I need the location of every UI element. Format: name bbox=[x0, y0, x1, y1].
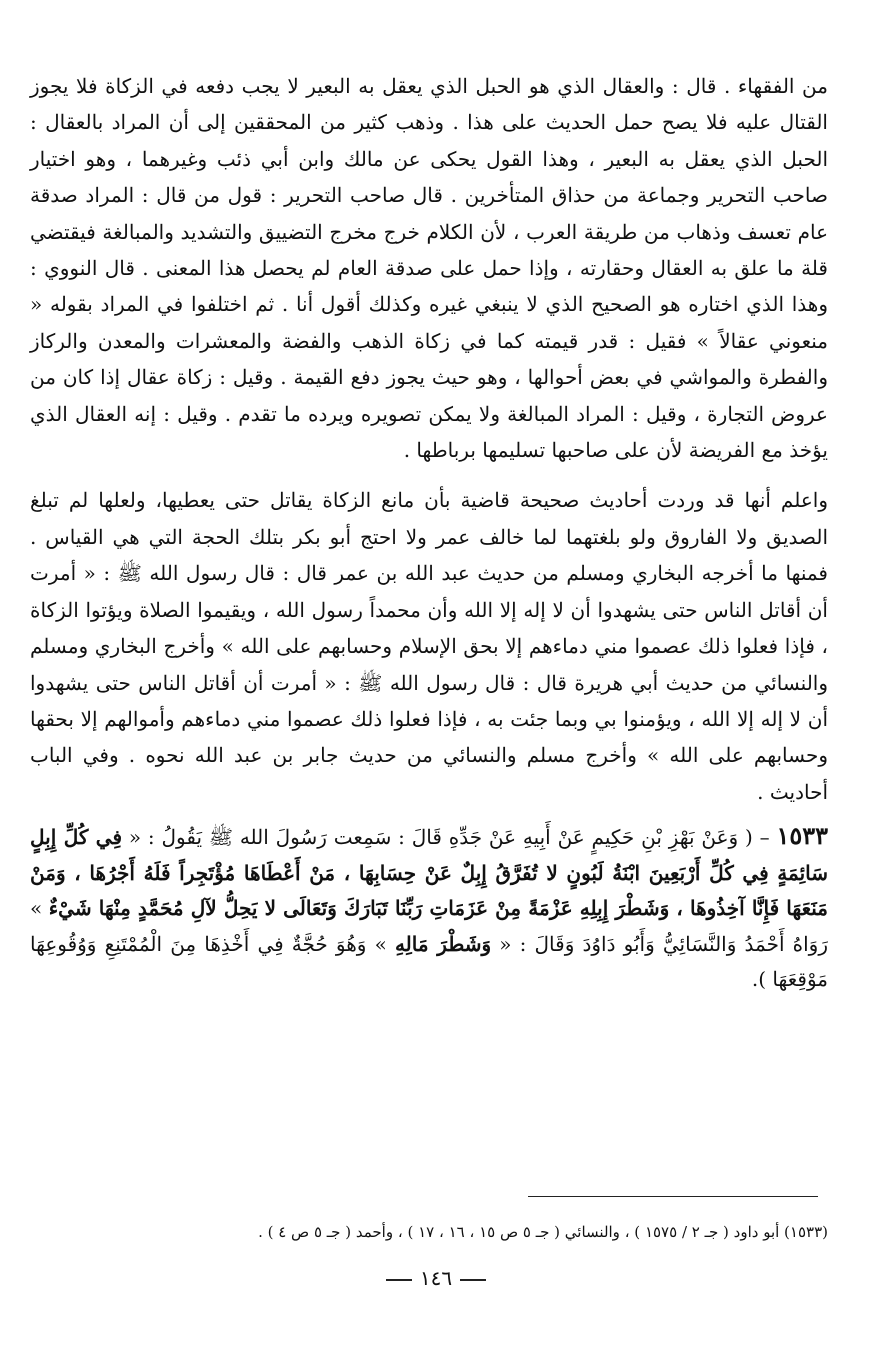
footnote-divider bbox=[528, 1196, 818, 1197]
body-text bbox=[30, 68, 828, 998]
commentary-paragraph-1: من الفقهاء . قال : والعقال الذي هو الحبل الذي يعقل به البعير لا يجب دفعه في الزكاة فلا يجوز القتال عليه فلا يصح حمل الحديث على هذا . وذهب كثير من المحققين إلى أن المراد بالعقال : الحبل الذي يعقل به البعير ، وهذا القول يحكى عن مالك وابن أبي ذئب وغيرهما ، وهو اختيار صاحب التحرير وجماعة من حذاق المتأخرين . قال صاحب التحرير : قول من قال : المراد صدقة عام تعسف وذهاب من طريقة العرب ، لأن الكلام خرج مخرج التضييق والتشديد والمبالغة فيقتضي قلة ما علق به العقال وحقارته ، وإذا حمل على صدقة العام لم يحصل هذا المعنى . قال النووي : وهذا الذي اختاره هو الصحيح الذي لا ينبغي غيره وكذلك أقول أنا . ثم اختلفوا في المراد بقوله « منعوني عقالاً » فقيل : قدر قيمته كما في زكاة الذهب والفضة والمعشرات والمعدن والركاز والفطرة والمواشي في بعض أحوالها ، وهو حيث يجوز دفع القيمة . وقيل : زكاة عقال إذا كان من عروض التجارة ، وقيل : المراد المبالغة ولا يمكن تصويره ويرده ما تقدم . وقيل : إنه العقال الذي يؤخذ مع الفريضة لأن على صاحبها تسليمها برباطها . bbox=[30, 74, 828, 463]
footnote: (١٥٣٣) أبو داود ( جـ ٢ / ١٥٧٥ ) ، والنسائي ( جـ ٥ ص ١٥ ، ١٦ ، ١٧ ) ، وأحمد ( جـ ٥ ص ٤ ) . bbox=[258, 1223, 828, 1241]
hadith-closing: » وَهُوَ حُجَّةٌ فِي أَخْذِهَا مِنَ الْمُمْتَنِعِ وَوُقُوعِهَا مَوْقِعَهَا ). bbox=[30, 931, 828, 992]
commentary-paragraph-2: واعلم أنها قد وردت أحاديث صحيحة قاضية بأن مانع الزكاة يقاتل حتى يعطيها، ولعلها لم تبلغ الصديق ولا الفاروق ولو بلغتهما لما خالف عمر ولا احتج أبو بكر بتلك الحجة التي هي القياس . فمنها ما أخرجه البخاري ومسلم من حديث عبد الله بن عمر قال : قال رسول الله ﷺ : « أمرت أن أقاتل الناس حتى يشهدوا أن لا إله إلا الله وأن محمداً رسول الله ، ويقيموا الصلاة ويؤتوا الزكاة ، فإذا فعلوا ذلك عصموا مني دماءهم إلا بحق الإسلام وحسابهم على الله » وأخرج البخاري ومسلم والنسائي من حديث أبي هريرة قال : قال رسول الله ﷺ : « أمرت أن أقاتل الناس حتى يشهدوا أن لا إله إلا الله ، ويؤمنوا بي وبما جئت به ، فإذا فعلوا ذلك عصموا مني دماءهم وأموالهم إلا بحقها وحسابهم على الله » وأخرج مسلم والنسائي من حديث جابر بن عبد الله نحوه . وفي الباب أحاديث . bbox=[30, 488, 829, 804]
hadith-variant-bold: وَشَطْرَ مَالِهِ bbox=[394, 931, 492, 956]
page-number bbox=[336, 1264, 536, 1292]
hadith-paragraph bbox=[30, 818, 828, 998]
page-number-value: ١٤٦ bbox=[419, 1266, 453, 1290]
hadith-text-bold: فِي كُلِّ إِبِلٍ سَائِمَةٍ فِي كُلِّ أَرْبَعِينَ ابْنَةُ لَبُونٍ لا تُفَرَّقُ إِبِلٌ عَنْ حِسَابِهَا ، مَنْ أَعْطَاهَا مُؤْتَجِراً فَلَهُ أَجْرُهَا ، وَمَنْ مَنَعَهَا فَإِنَّا آخِذُوهَا ، وَشَطْرَ إِبِلِهِ عَزْمَةً مِنْ عَزَمَاتِ رَبِّنَا تَبَارَكَ وَتَعَالَى لا يَحِلُّ لآلِ مُحَمَّدٍ مِنْهَا شَيْءٌ bbox=[30, 825, 828, 921]
page-number-dash-right bbox=[386, 1279, 412, 1281]
page-number-dash-left bbox=[460, 1279, 486, 1281]
hadith-attribution: » رَوَاهُ أَحْمَدُ وَالنَّسَائِيُّ وَأَبُو دَاوُدَ وَقَالَ : « bbox=[30, 896, 828, 956]
hadith-number: ١٥٣٣ bbox=[776, 821, 829, 851]
hadith-intro: – ( وَعَنْ بَهْزِ بْنِ حَكِيمٍ عَنْ أَبِيهِ عَنْ جَدِّهِ قَالَ : سَمِعت رَسُولَ الله ﷺ يَقُولُ : « bbox=[122, 825, 777, 850]
